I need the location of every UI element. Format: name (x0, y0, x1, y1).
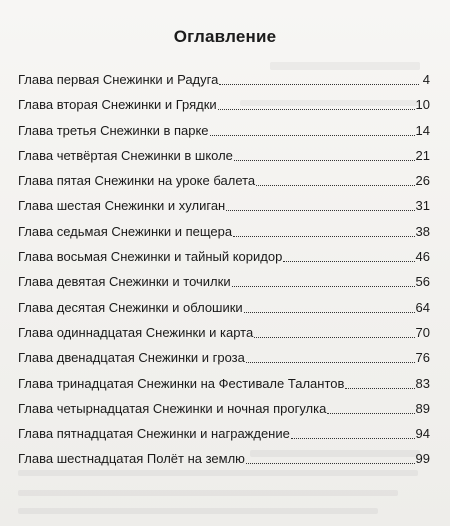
toc-entry-page-number: 26 (415, 173, 430, 189)
toc-entry (18, 72, 430, 97)
show-through-text (270, 62, 420, 70)
toc-entry-page-number: 94 (415, 426, 430, 442)
toc-entry (18, 148, 430, 173)
dot-leader (219, 72, 419, 85)
toc-entry-page-number: 70 (415, 324, 430, 340)
dot-leader (283, 249, 414, 262)
toc-entry (18, 325, 430, 350)
dot-leader (218, 97, 415, 110)
toc-entry-label: Глава первая Снежинки и Радуга (18, 72, 219, 87)
show-through-text (18, 508, 378, 514)
toc-entry-page-number: 56 (415, 274, 430, 290)
toc-entry-label: Глава пятая Снежинки на уроке балета (18, 173, 256, 189)
toc-entry (18, 401, 430, 426)
table-of-contents (18, 72, 430, 477)
toc-entry-page-number: 14 (415, 122, 430, 138)
dot-leader (291, 426, 415, 439)
page-title: Оглавление (173, 27, 277, 46)
toc-entry-page-number: 31 (415, 198, 430, 214)
toc-entry (18, 451, 430, 476)
toc-entry (18, 97, 430, 122)
toc-entry (18, 274, 430, 299)
toc-entry-page-number: 38 (415, 223, 430, 239)
toc-entry (18, 426, 430, 451)
toc-entry-label: Глава десятая Снежинки и облошики (18, 299, 243, 315)
dot-leader (226, 198, 414, 211)
toc-entry-label: Глава третья Снежинки в парке (18, 122, 209, 138)
toc-entry-label: Глава девятая Снежинки и точилки (18, 274, 231, 290)
toc-entry (18, 173, 430, 198)
toc-entry-label: Глава вторая Снежинки и Грядки (18, 97, 217, 113)
toc-entry-label: Глава двенадцатая Снежинки и гроза (18, 350, 245, 366)
dot-leader (345, 376, 414, 389)
toc-entry-page-number: 76 (415, 350, 430, 366)
toc-entry-page-number: 46 (415, 249, 430, 265)
toc-entry-label: Глава одиннадцатая Снежинки и карта (18, 324, 254, 340)
toc-entry-page-number: 99 (415, 451, 430, 467)
dot-leader (233, 224, 414, 237)
toc-entry-label: Глава седьмая Снежинки и пещера (18, 223, 233, 239)
dot-leader (246, 350, 415, 363)
dot-leader (246, 451, 415, 464)
toc-entry-page-number: 21 (415, 147, 430, 163)
dot-leader (234, 148, 415, 161)
dot-leader (254, 325, 414, 338)
toc-entry (18, 249, 430, 274)
toc-entry-label: Глава шестнадцатая Полёт на землю (18, 451, 245, 467)
dot-leader (256, 173, 414, 186)
toc-entry-label: Глава пятнадцатая Снежинки и награждение (18, 426, 290, 442)
toc-entry-label: Глава восьмая Снежинки и тайный коридор (18, 249, 283, 265)
toc-entry-label: Глава четырнадцатая Снежинки и ночная прогулка (18, 400, 327, 416)
toc-entry (18, 300, 430, 325)
toc-entry-page-number: 10 (415, 97, 430, 113)
toc-entry (18, 224, 430, 249)
toc-entry-page-number: 89 (415, 400, 430, 416)
dot-leader (210, 123, 415, 136)
show-through-text (18, 490, 398, 496)
toc-entry-label: Глава четвёртая Снежинки в школе (18, 147, 233, 163)
toc-entry-label: Глава тринадцатая Снежинки на Фестивале Талантов (18, 375, 345, 391)
toc-entry-page-number: 64 (415, 299, 430, 315)
dot-leader (232, 274, 415, 287)
toc-entry-page-number: 83 (415, 375, 430, 391)
toc-entry (18, 376, 430, 401)
toc-entry (18, 198, 430, 223)
toc-entry (18, 350, 430, 375)
toc-entry-label: Глава шестая Снежинки и хулиган (18, 198, 226, 214)
show-through-heading (150, 0, 300, 13)
toc-entry (18, 123, 430, 148)
dot-leader (244, 300, 415, 313)
toc-entry-page-number: 4 (422, 72, 430, 87)
dot-leader (327, 401, 414, 414)
